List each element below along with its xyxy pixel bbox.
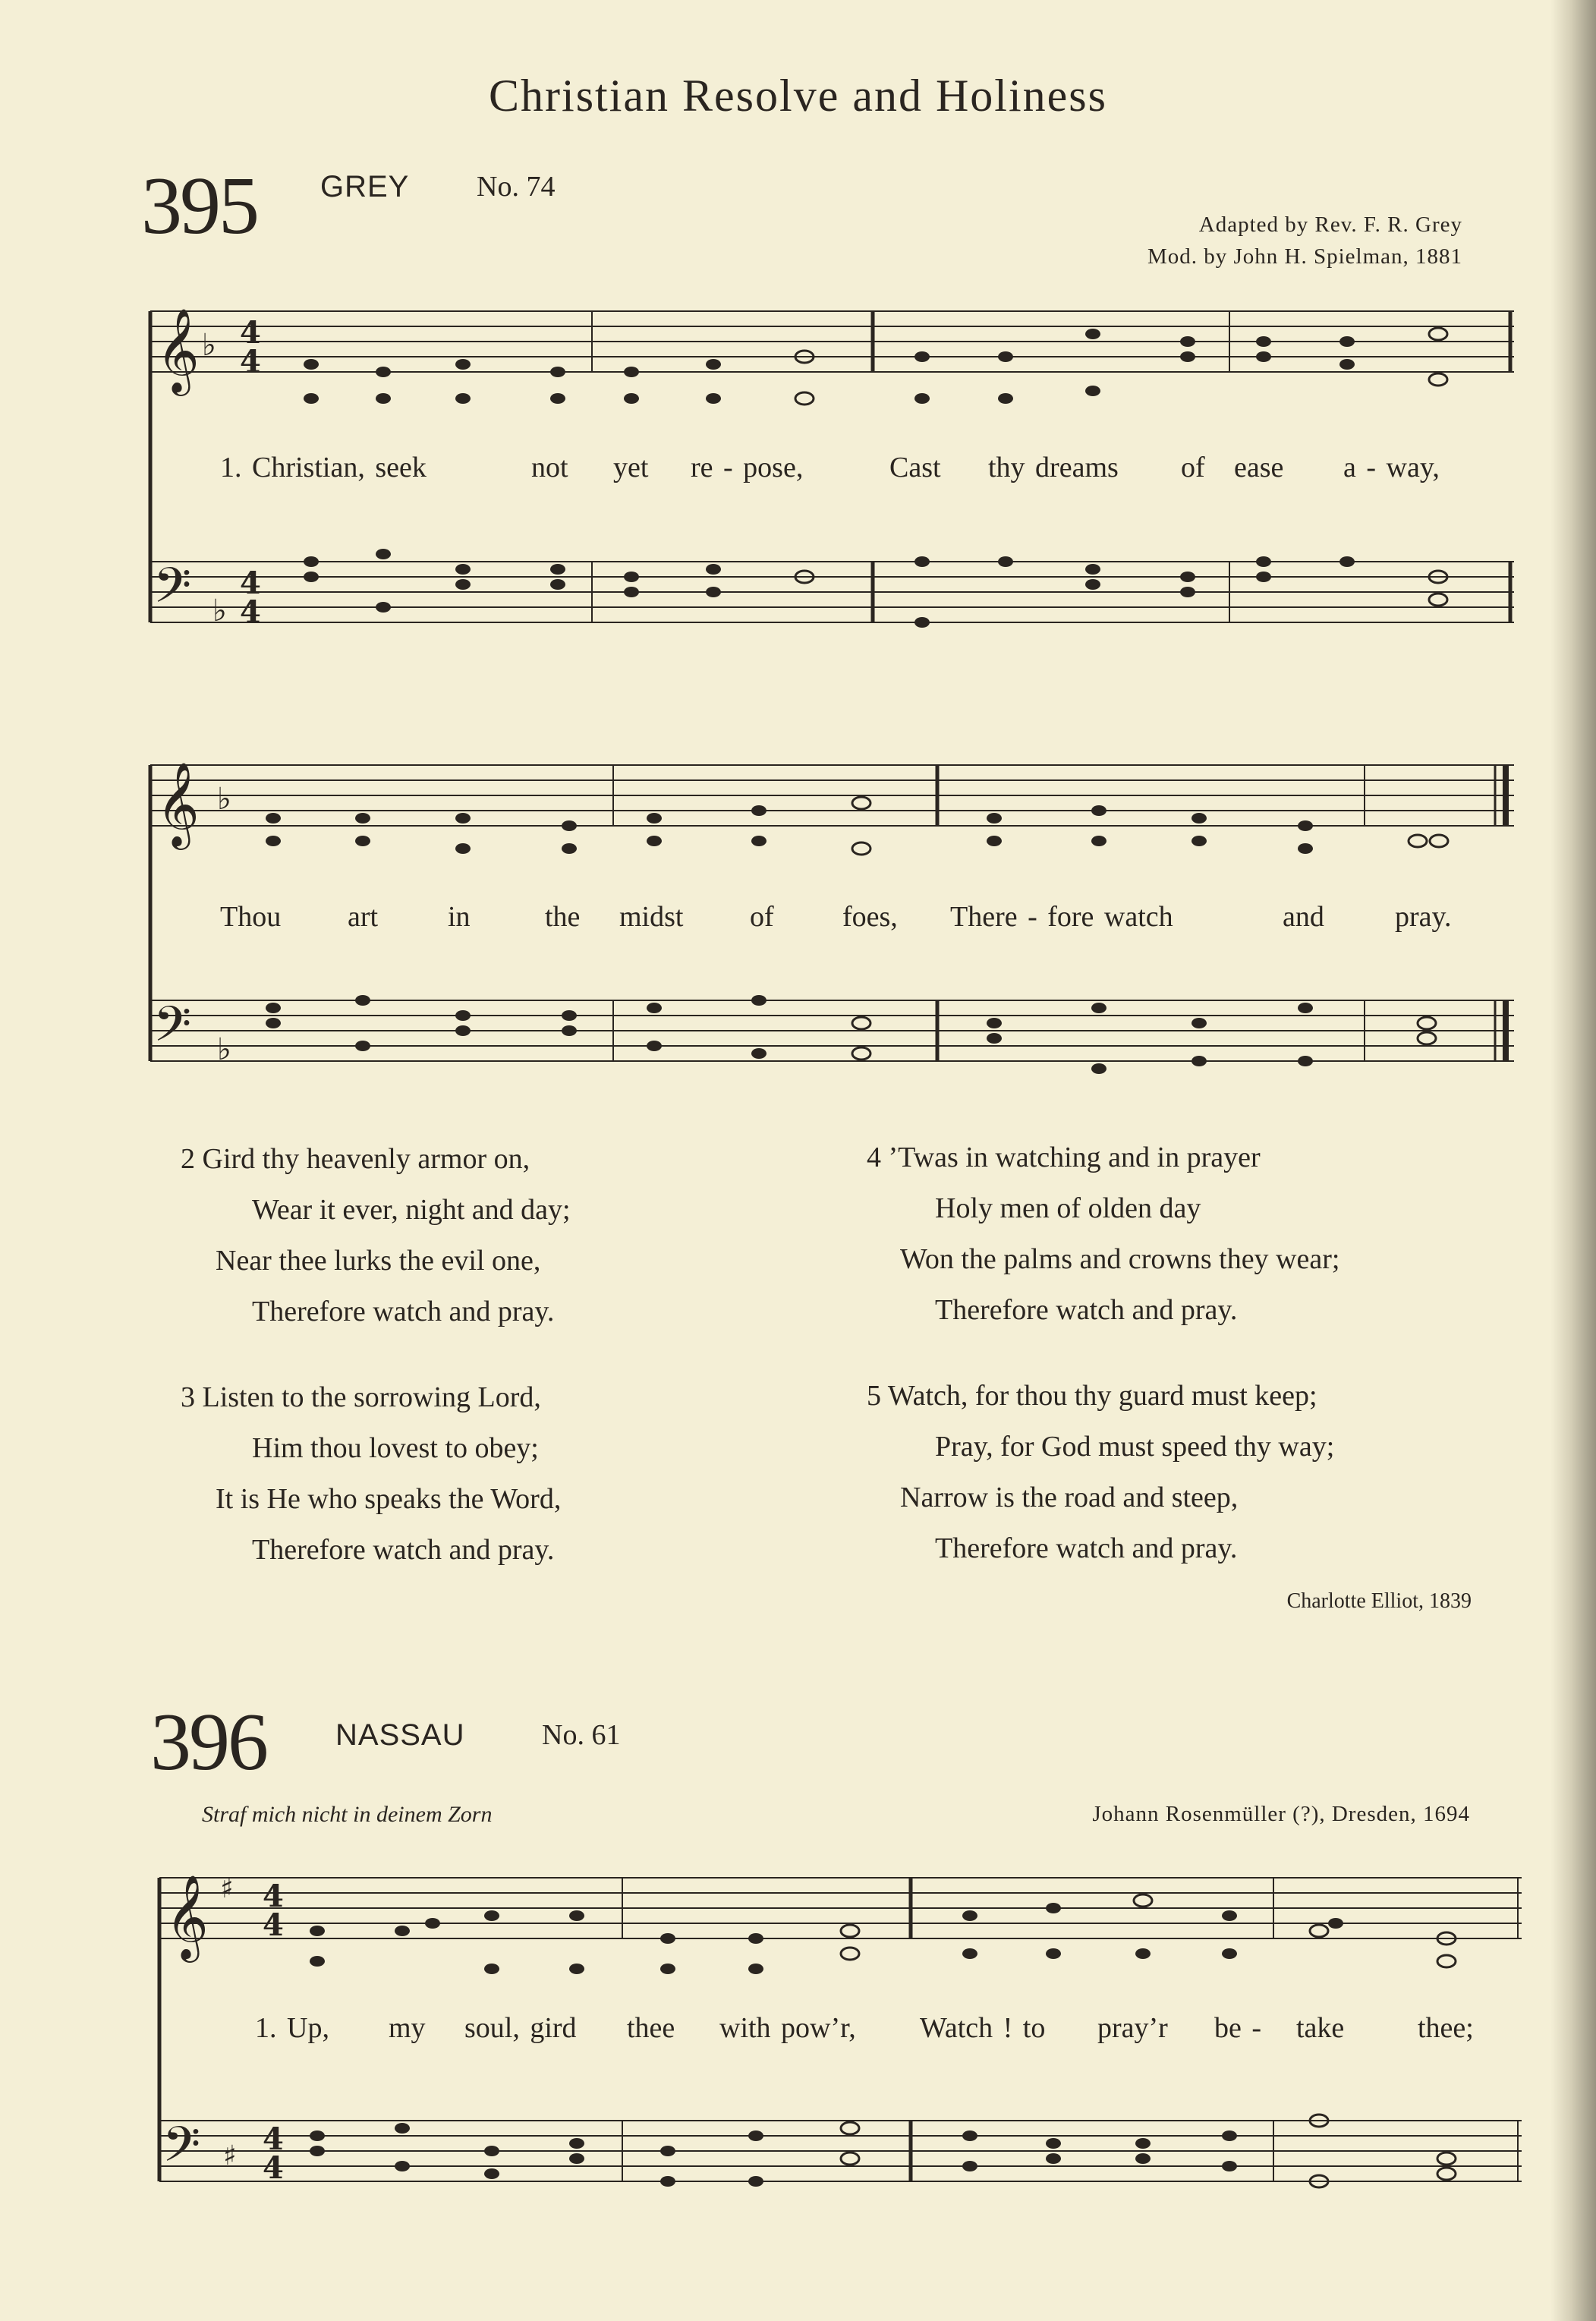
- svg-text:♭: ♭: [202, 328, 216, 363]
- verse-line: Wear it ever, night and day;: [252, 1194, 571, 1226]
- verse-line: Narrow is the road and steep,: [900, 1482, 1239, 1513]
- tune-reference: No. 74: [477, 171, 556, 203]
- lyric-word: take: [1296, 2012, 1345, 2044]
- svg-text:𝄞: 𝄞: [156, 761, 200, 846]
- arranger-credit: Adapted by Rev. F. R. Grey: [1198, 213, 1462, 237]
- lyric-word: Watch ! to: [920, 2012, 1046, 2044]
- lyric-word: soul, gird: [464, 2012, 577, 2044]
- lyric-word: re - pose,: [691, 452, 804, 483]
- svg-text:♯: ♯: [223, 2140, 237, 2171]
- composer-credit: Johann Rosenmüller (?), Dresden, 1694: [1092, 1802, 1470, 1826]
- lyric-word: thee;: [1418, 2012, 1474, 2044]
- svg-text:4: 4: [240, 565, 261, 601]
- verse-line: Won the palms and crowns they wear;: [900, 1243, 1340, 1275]
- lyric-word: my: [389, 2012, 426, 2044]
- verse-line: Near thee lurks the evil one,: [216, 1245, 541, 1277]
- lyric-word: There - fore watch: [950, 901, 1173, 933]
- lyric-word: thee: [627, 2012, 675, 2044]
- modifier-credit: Mod. by John H. Spielman, 1881: [1147, 244, 1462, 269]
- verse-line: Therefore watch and pray.: [252, 1534, 555, 1566]
- lyric-word: and: [1283, 901, 1324, 933]
- hymn-subtitle: Straf mich nicht in deinem Zorn: [202, 1802, 493, 1827]
- lyric-word: yet: [613, 452, 649, 483]
- verse-line: 4 ’Twas in watching and in prayer: [867, 1142, 1261, 1173]
- lyric-word: midst: [619, 901, 684, 933]
- lyric-word: be -: [1214, 2012, 1262, 2044]
- lyric-word: Thou: [220, 901, 282, 933]
- lyric-word: art: [348, 901, 379, 933]
- lyric-word: in: [448, 901, 471, 933]
- lyric-word: a - way,: [1343, 452, 1440, 483]
- lyric-word: the: [545, 901, 581, 933]
- svg-text:4: 4: [240, 315, 261, 351]
- verse-line: Therefore watch and pray.: [935, 1294, 1238, 1326]
- lyric-word: Cast: [889, 452, 941, 483]
- svg-text:𝄢: 𝄢: [162, 2117, 201, 2185]
- svg-text:𝄞: 𝄞: [165, 1874, 209, 1959]
- svg-text:4: 4: [263, 1879, 284, 1914]
- svg-text:♭: ♭: [217, 782, 231, 817]
- svg-text:♭: ♭: [212, 594, 227, 628]
- lyric-word: 1. Up,: [255, 2012, 329, 2044]
- lyric-word: of: [750, 901, 774, 933]
- section-title: Christian Resolve and Holiness: [489, 71, 1107, 121]
- svg-text:4: 4: [240, 594, 261, 630]
- lyric-word: pray’r: [1097, 2012, 1168, 2044]
- verse-line: Him thou lovest to obey;: [252, 1432, 539, 1464]
- tune-reference: No. 61: [542, 1719, 621, 1751]
- svg-text:♯: ♯: [220, 1873, 234, 1904]
- hymn-number: 395: [141, 161, 257, 251]
- verse-line: Holy men of olden day: [935, 1192, 1201, 1224]
- verse-line: 3 Listen to the sorrowing Lord,: [181, 1381, 541, 1413]
- svg-text:𝄢: 𝄢: [153, 997, 192, 1065]
- svg-text:𝄢: 𝄢: [153, 558, 192, 626]
- lyric-word: 1. Christian, seek: [220, 452, 427, 483]
- lyric-word: not: [531, 452, 568, 483]
- verse-line: It is He who speaks the Word,: [216, 1483, 562, 1515]
- verse-line: Therefore watch and pray.: [252, 1296, 555, 1327]
- lyric-word: pray.: [1395, 901, 1452, 933]
- svg-text:4: 4: [240, 344, 261, 379]
- tune-name: GREY: [320, 170, 410, 203]
- verse-line: 2 Gird thy heavenly armor on,: [181, 1143, 530, 1175]
- lyric-word: ease: [1234, 452, 1284, 483]
- lyric-word: thy dreams: [988, 452, 1119, 483]
- svg-text:𝄞: 𝄞: [156, 307, 200, 392]
- lyric-word: foes,: [842, 901, 898, 933]
- svg-text:♭: ♭: [217, 1032, 231, 1067]
- svg-text:4: 4: [263, 2121, 284, 2157]
- lyric-word: with pow’r,: [719, 2012, 856, 2044]
- svg-text:4: 4: [263, 1907, 284, 1943]
- verse-line: Pray, for God must speed thy way;: [935, 1431, 1335, 1463]
- verse-line: Therefore watch and pray.: [935, 1532, 1238, 1564]
- lyric-word: of: [1181, 452, 1205, 483]
- tune-name: NASSAU: [335, 1718, 465, 1752]
- author-credit: Charlotte Elliot, 1839: [1286, 1589, 1472, 1613]
- hymn-number: 396: [150, 1697, 266, 1787]
- svg-text:4: 4: [263, 2150, 284, 2186]
- verse-line: 5 Watch, for thou thy guard must keep;: [867, 1380, 1317, 1412]
